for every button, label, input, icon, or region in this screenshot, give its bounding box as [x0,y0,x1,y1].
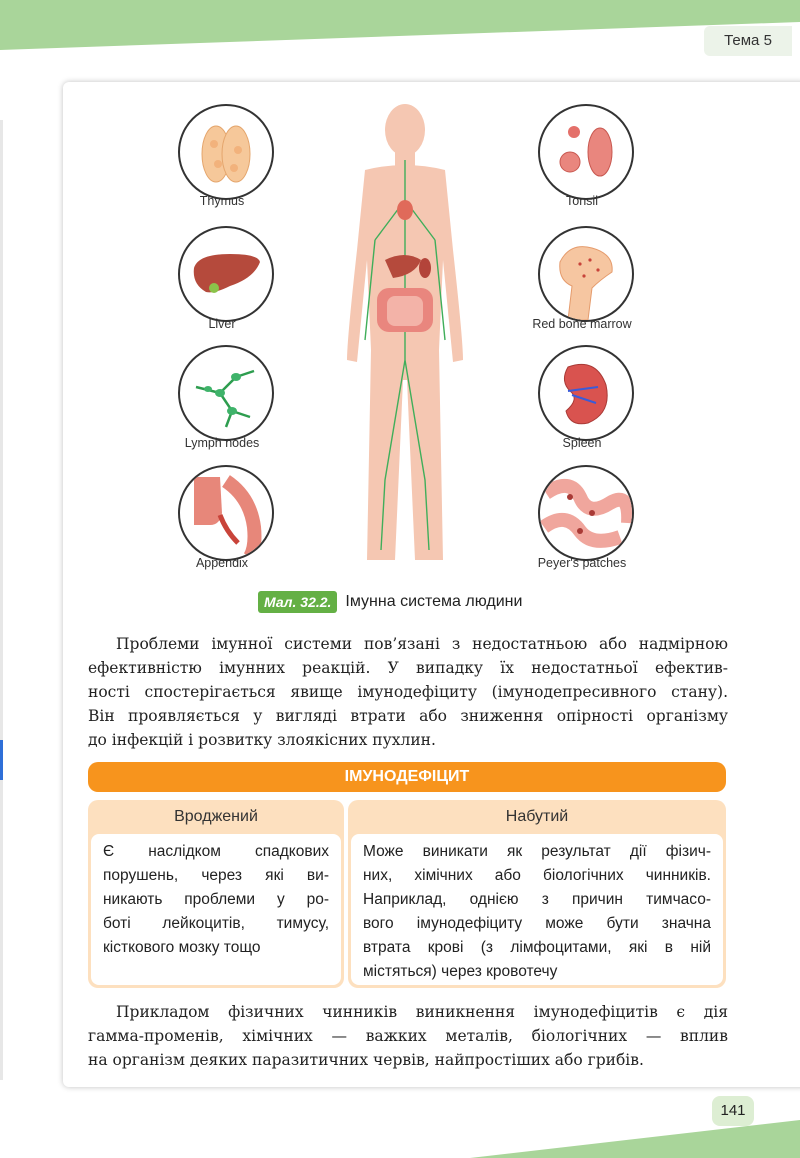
peyers-patches-illustration [538,465,634,561]
tonsil-label: Tonsil [566,194,598,208]
paragraph-line: на організм деяких паразитичних червів, найпростіших або грибів. [88,1051,644,1069]
lymph-nodes-label: Lymph nodes [184,436,260,450]
paragraph-line: ефективністю імунних реакцій. У випадку їх недостатньої ефектив- [88,659,728,677]
top-decor-band [0,0,800,60]
description-line: втрата крові (з лімфоцитами, які в ній [363,939,711,956]
liver-illustration [178,226,274,322]
figure-number: Мал. 32.2. [258,591,337,613]
thymus-label: Thymus [199,194,245,208]
immunodeficiency-heading: ІМУНОДЕФІЦИТ [88,762,726,792]
description-line: Є наслідком спадкових [103,843,329,860]
liver-label: Liver [208,317,236,331]
congenital-box [88,800,344,988]
figure-caption [258,590,522,614]
left-edge-marker [0,740,3,780]
spleen-illustration [538,345,634,441]
paragraph-line: гамма-променів, хімічних — важких металів, біологічних — вплив [88,1027,728,1045]
description-line: Може виникати як результат дії фізич- [363,843,711,860]
paragraph-immune-problems [88,632,728,752]
peyers-patches-label: Peyer's patches [537,556,627,570]
congenital-title: Вроджений [174,808,258,825]
description-line: боті лейкоцитів, тимусу, [103,915,329,932]
acquired-description [351,834,723,985]
paragraph-factor-examples [88,1000,728,1072]
acquired-title: Набутий [505,808,569,825]
description-line: них, хімічних або біологічних чинників. [363,867,711,884]
red-bone-marrow-illustration [538,226,634,322]
description-line: Наприклад, однією з причин тимчасо- [363,891,711,908]
description-line: містяться) через кровотечу [363,963,558,980]
bottom-decor-band [0,1110,800,1158]
description-line: вого імунодефіциту може бути значна [363,915,711,932]
paragraph-line: Прикладом фізичних чинників виникнення імунодефіцитів є дія [116,1003,728,1021]
red-bone-marrow-label: Red bone marrow [532,317,632,331]
paragraph-line: ності спостерігається явище імунодефіциту (імунодепресивного стану). [88,683,728,701]
paragraph-line: Він проявляється у вигляді втрати або зниження опірності організму [88,707,728,725]
lymph-nodes-illustration [178,345,274,441]
page-number: 141 [712,1096,754,1126]
paragraph-line: Проблеми імунної системи пов’язані з недостатньою або надмірною [116,635,728,653]
description-line: никають проблеми у ро- [103,891,329,908]
human-body-lymphatic-illustration [335,100,475,570]
left-page-edge [0,120,3,1080]
tonsil-illustration [538,104,634,200]
figure-caption-text: Імунна система людини [345,593,523,610]
acquired-box [348,800,726,988]
appendix-illustration [178,465,274,561]
description-line: кісткового мозку тощо [103,939,261,956]
congenital-description [91,834,341,985]
thymus-illustration [178,104,274,200]
description-line: порушень, через які ви- [103,867,329,884]
spleen-label: Spleen [562,436,602,450]
topic-tag: Тема 5 [704,26,792,56]
appendix-label: Appendix [195,556,249,570]
paragraph-line: до інфекцій і розвитку злоякісних пухлин. [88,731,436,749]
